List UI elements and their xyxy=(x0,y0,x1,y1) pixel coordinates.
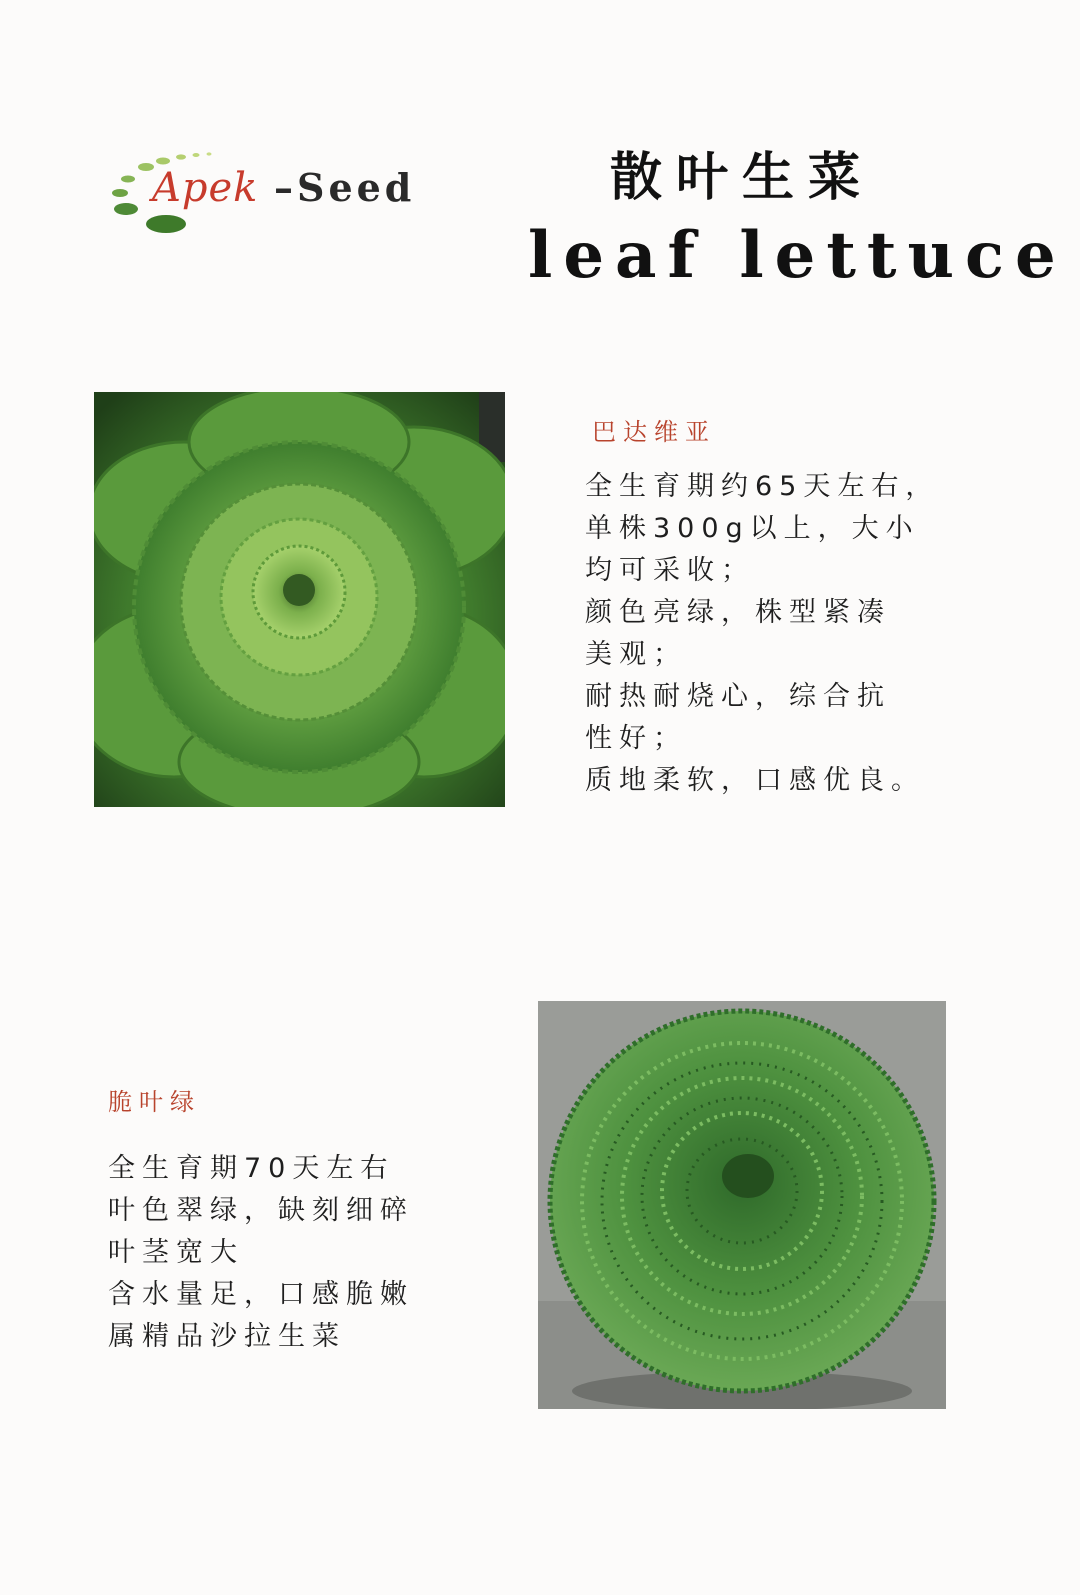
brand-logo xyxy=(108,145,438,245)
description-line: 耐热耐烧心，综合抗 xyxy=(585,681,891,712)
description-line: 全生育期70天左右 xyxy=(108,1153,395,1184)
description-line: 叶茎宽大 xyxy=(108,1237,244,1268)
description-line: 均可采收； xyxy=(585,555,755,586)
batavia-lettuce-photo xyxy=(94,392,505,807)
variety-description-crisp-green xyxy=(108,1148,414,1358)
logo-suffix: –Seed xyxy=(274,165,416,210)
description-line: 性好； xyxy=(585,723,687,754)
description-line: 单株300g以上，大小 xyxy=(585,513,920,544)
variety-description-batavia xyxy=(585,466,939,802)
description-line: 美观； xyxy=(585,639,687,670)
description-line: 全生育期约65天左右， xyxy=(585,471,940,502)
description-line: 质地柔软，口感优良。 xyxy=(585,765,925,796)
crisp-green-lettuce-photo xyxy=(538,1001,946,1409)
logo-wordmark: Apek xyxy=(152,165,259,211)
page-title-chinese: 散叶生菜 xyxy=(610,148,875,208)
variety-name-crisp-green: 脆叶绿 xyxy=(108,1088,201,1116)
variety-name-batavia: 巴达维亚 xyxy=(592,418,716,446)
description-line: 含水量足，口感脆嫩 xyxy=(108,1279,414,1310)
description-line: 颜色亮绿，株型紧凑 xyxy=(585,597,891,628)
page-title-english: leaf lettuce xyxy=(528,218,1067,293)
description-line: 叶色翠绿，缺刻细碎 xyxy=(108,1195,414,1226)
description-line: 属精品沙拉生菜 xyxy=(108,1321,346,1352)
